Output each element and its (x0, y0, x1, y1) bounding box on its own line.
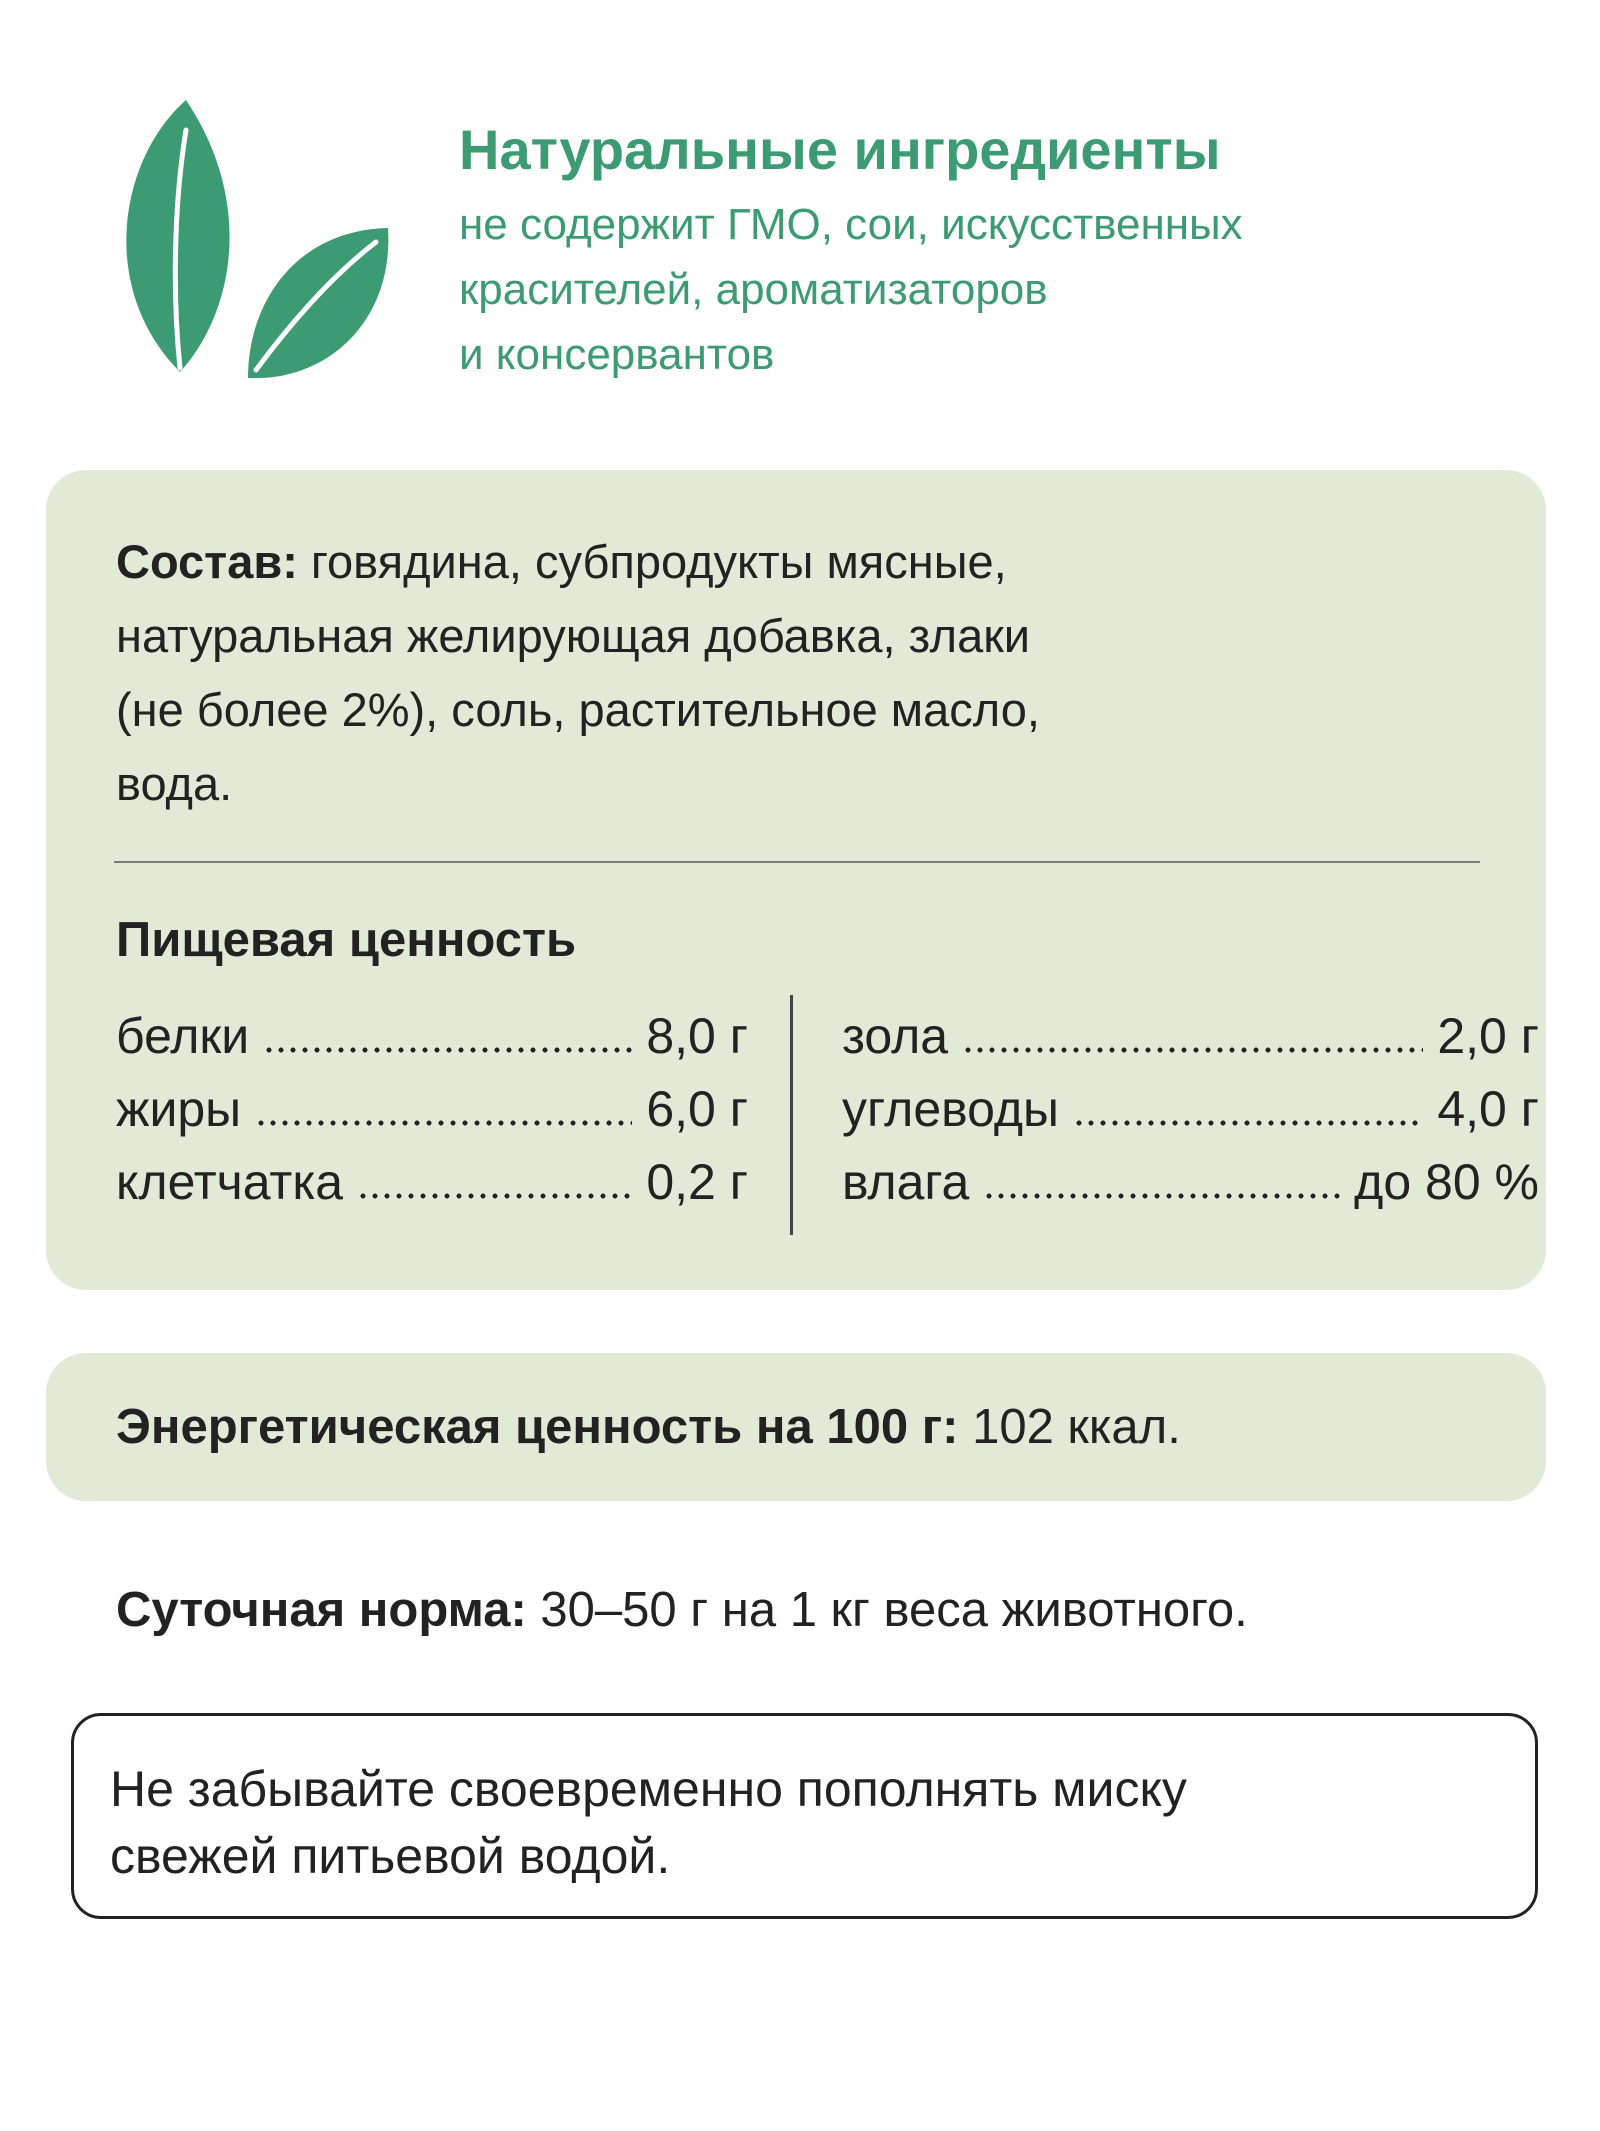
note-line: свежей питьевой водой. (110, 1828, 671, 1884)
nutrition-row (842, 1146, 1539, 1219)
nutrient-name: жиры (116, 1081, 242, 1137)
nutrition-column-left (116, 1000, 748, 1219)
nutrition-heading: Пищевая ценность (116, 913, 577, 967)
energy-value: 102 ккал. (958, 1400, 1181, 1454)
nutrient-value: 2,0 г (1437, 1008, 1539, 1064)
nutrient-value: 0,2 г (646, 1154, 748, 1210)
nutrition-row (842, 1000, 1539, 1073)
energy-label: Энергетическая ценность на 100 г: (116, 1400, 959, 1454)
nutrient-name: зола (842, 1008, 949, 1064)
nutrient-name: углеводы (842, 1081, 1059, 1137)
water-reminder-box (71, 1713, 1538, 1919)
divider (114, 861, 1480, 863)
composition-line: натуральная желирующая добавка, злаки (116, 609, 1031, 662)
subtitle-line: и консервантов (459, 330, 775, 379)
dot-leader (263, 1047, 632, 1053)
composition-card (46, 470, 1546, 1290)
nutrient-name: клетчатка (116, 1154, 344, 1210)
subtitle-line: не содержит ГМО, сои, искусственных (459, 200, 1243, 249)
dot-leader (983, 1193, 1340, 1199)
nutrition-column-right (842, 1000, 1539, 1219)
nutrient-value: до 80 % (1354, 1154, 1539, 1210)
nutrition-row (842, 1073, 1539, 1146)
nutrient-value: 4,0 г (1437, 1081, 1539, 1137)
nutrient-value: 8,0 г (646, 1008, 748, 1064)
energy-card (46, 1353, 1546, 1501)
nutrition-row (116, 1073, 748, 1146)
dot-leader (1073, 1120, 1423, 1126)
note-line: Не забывайте своевременно пополнять миску (110, 1761, 1187, 1817)
nutrient-name: белки (116, 1008, 250, 1064)
brand-title: Натуральные ингредиенты (459, 118, 1221, 181)
composition-label: Состав: (116, 535, 298, 588)
nutrient-value: 6,0 г (646, 1081, 748, 1137)
brand-subtitle (459, 192, 1243, 387)
dot-leader (357, 1193, 632, 1199)
composition-line: (не более 2%), соль, растительное масло, (116, 683, 1040, 736)
subtitle-line: красителей, ароматизаторов (459, 265, 1048, 314)
composition-line: говядина, субпродукты мясные, (297, 535, 1007, 588)
daily-norm (116, 1580, 1248, 1640)
dot-leader (962, 1047, 1423, 1053)
nutrient-name: влага (842, 1154, 970, 1210)
column-divider (790, 995, 793, 1235)
water-reminder-text (110, 1756, 1187, 1890)
leaves-icon (118, 100, 398, 382)
composition-text (116, 525, 1506, 821)
nutrition-row (116, 1146, 748, 1219)
nutrition-row (116, 1000, 748, 1073)
composition-line: вода. (116, 757, 233, 810)
dot-leader (255, 1120, 632, 1126)
energy-text (116, 1397, 1181, 1457)
daily-norm-value: 30–50 г на 1 кг веса животного. (526, 1583, 1248, 1637)
daily-norm-label: Суточная норма: (116, 1583, 527, 1637)
